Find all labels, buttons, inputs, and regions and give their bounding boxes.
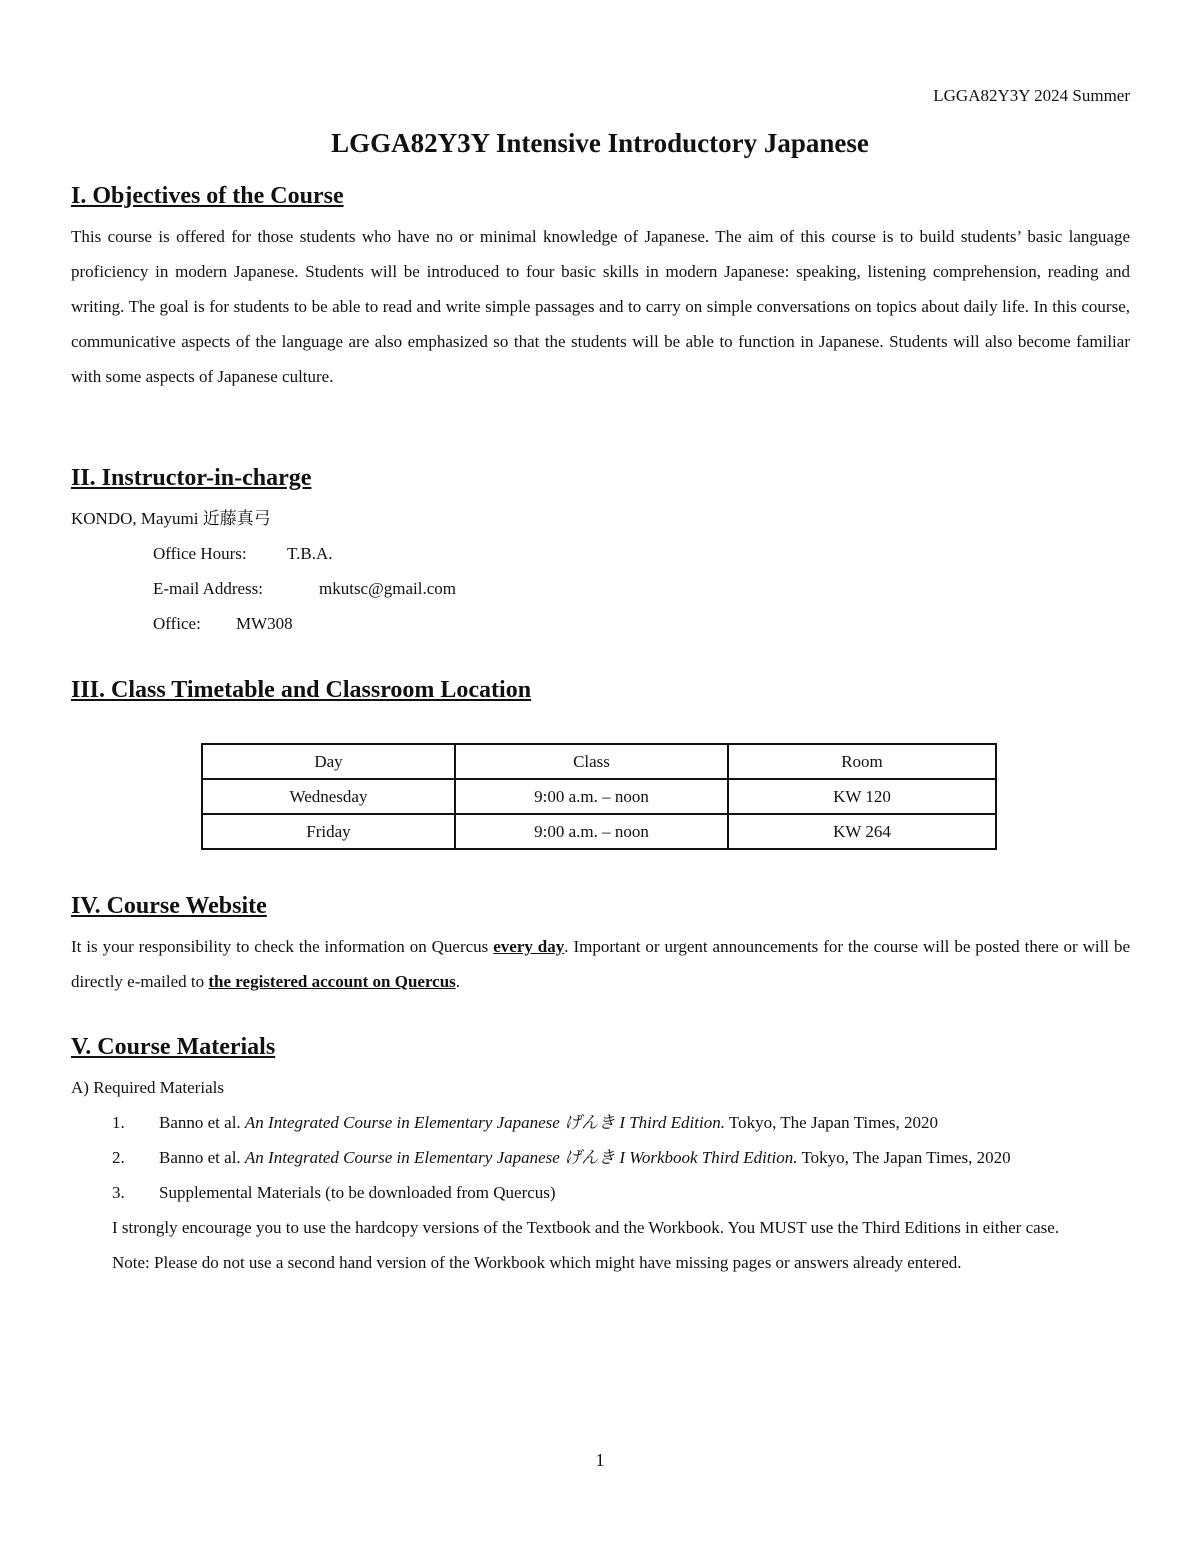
objectives-heading: I. Objectives of the Course: [71, 183, 344, 209]
objectives-text: This course is offered for those students who have no or minimal knowledge of Japanese. The aim of this course is to build students’ basic language proficiency in modern Japanese. Students will be introduced to four basic skills in modern Japanese: speaking, listening comprehension, reading and writing. The goal is for students to be able to read and write simple passages and to carry on simple conversations on topics about daily life. In this course, communicative aspects of the language are also emphasized so that the students will be able to function in Japanese. Students will also become familiar with some aspects of Japanese culture.: [71, 226, 1130, 386]
website-section: [71, 892, 1130, 999]
table-row: [202, 814, 996, 849]
document-title: LGGA82Y3Y Intensive Introductory Japanese: [331, 128, 869, 158]
table-row: [202, 779, 996, 814]
website-text-part: .: [455, 971, 461, 991]
material-publisher: Tokyo, The Japan Times, 2020: [724, 1112, 939, 1132]
materials-list: [71, 1105, 1130, 1210]
material-author: Banno et al.: [159, 1112, 245, 1132]
list-number: 3.: [112, 1182, 125, 1202]
table-header-cell: Room: [728, 744, 996, 779]
required-materials-subheading: A) Required Materials: [71, 1077, 224, 1097]
email-value: mkutsc@gmail.com: [319, 578, 456, 598]
email-line: [71, 571, 1130, 606]
material-publisher: Tokyo, The Japan Times, 2020: [797, 1147, 1011, 1167]
instructor-heading: II. Instructor-in-charge: [71, 465, 312, 491]
email-label: E-mail Address:: [153, 578, 264, 598]
office-hours-line: [71, 536, 1130, 571]
emphasis-every-day: every day: [493, 936, 565, 956]
timetable-table: [201, 743, 997, 850]
office-value: MW308: [236, 613, 293, 633]
website-heading: IV. Course Website: [71, 893, 267, 919]
office-line: [71, 606, 1130, 641]
table-header-row: [202, 744, 996, 779]
emphasis-registered-account: the registered account on Quercus: [208, 971, 456, 991]
instructor-name: KONDO, Mayumi 近藤真弓: [71, 508, 271, 528]
table-header-cell: Class: [455, 744, 728, 779]
office-hours-label: Office Hours:: [153, 543, 247, 563]
table-cell: KW 264: [728, 814, 996, 849]
material-author: Supplemental Materials (to be downloaded from Quercus): [159, 1182, 556, 1202]
office-hours-value: T.B.A.: [287, 543, 333, 563]
website-text: [71, 929, 1130, 999]
material-title: An Integrated Course in Elementary Japanese げんき I Third Edition.: [244, 1112, 725, 1132]
running-header: LGGA82Y3Y 2024 Summer: [933, 86, 1130, 105]
encourage-paragraph: I strongly encourage you to use the hardcopy versions of the Textbook and the Workbook. You MUST use the Third Editions in either case.: [112, 1217, 1060, 1237]
timetable-heading: III. Class Timetable and Classroom Location: [71, 677, 532, 703]
materials-section: [71, 1033, 1130, 1280]
table-cell: 9:00 a.m. – noon: [455, 814, 728, 849]
timetable-section: [71, 676, 1130, 713]
material-author: Banno et al.: [159, 1147, 245, 1167]
materials-heading: V. Course Materials: [71, 1034, 276, 1060]
page-number: 1: [595, 1450, 605, 1470]
material-title: An Integrated Course in Elementary Japanese げんき I Workbook Third Edition.: [244, 1147, 798, 1167]
list-item: [71, 1105, 1130, 1140]
website-text-part: . Important or urgent announcements for the course will be posted there or will be directly e-mailed to: [71, 936, 1131, 991]
office-label: Office:: [153, 613, 201, 633]
table-cell: KW 120: [728, 779, 996, 814]
table-cell: 9:00 a.m. – noon: [455, 779, 728, 814]
table-cell: Friday: [202, 814, 455, 849]
objectives-section: [71, 182, 1130, 394]
website-text-part: It is your responsibility to check the information on Quercus: [71, 936, 494, 956]
table-cell: Wednesday: [202, 779, 455, 814]
note-paragraph: Note: Please do not use a second hand version of the Workbook which might have missing pages or answers already entered.: [112, 1252, 962, 1272]
list-item: [71, 1175, 1130, 1210]
list-number: 2.: [112, 1147, 125, 1167]
instructor-section: [71, 464, 1130, 641]
list-number: 1.: [112, 1112, 125, 1132]
table-header-cell: Day: [202, 744, 455, 779]
list-item: [71, 1140, 1130, 1175]
